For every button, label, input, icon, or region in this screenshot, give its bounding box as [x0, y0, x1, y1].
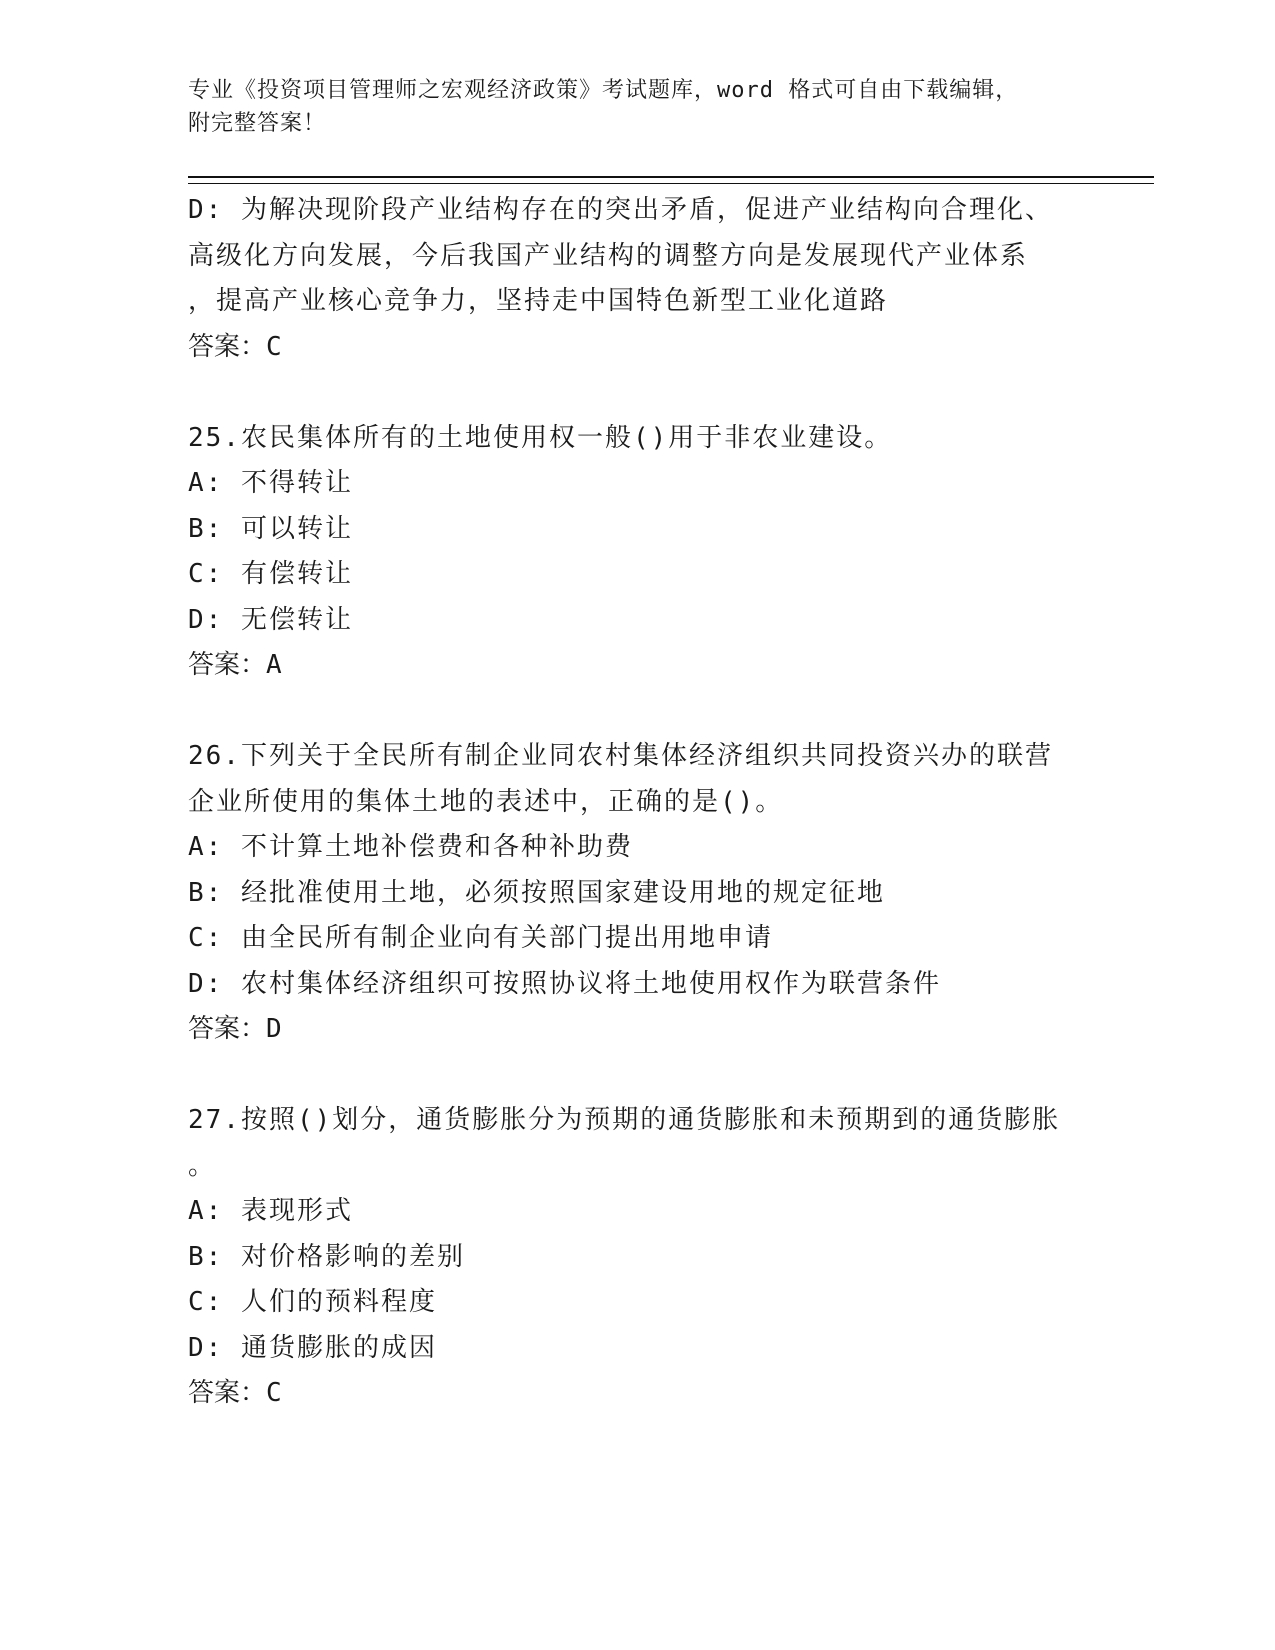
spacer — [188, 689, 1108, 735]
option-d: D: 通货膨胀的成因 — [188, 1332, 437, 1363]
question-stem: 25.农民集体所有的土地使用权一般()用于非农业建设。 — [188, 422, 893, 453]
spacer — [188, 1053, 1108, 1099]
question-content — [188, 188, 1108, 1417]
question-stem: 26.下列关于全民所有制企业同农村集体经济组织共同投资兴办的联营 — [188, 741, 1053, 771]
header-rule-thick — [188, 176, 1154, 178]
document-header — [188, 74, 1088, 140]
option-b: B: 可以转让 — [188, 513, 353, 544]
question-26 — [188, 734, 1108, 1053]
question-25 — [188, 416, 1108, 689]
answer-line: 答案：C — [188, 331, 282, 362]
question-stem: 27.按照()划分，通货膨胀分为预期的通货膨胀和未预期到的通货膨胀 — [188, 1105, 1061, 1135]
option-c: C: 有偿转让 — [188, 559, 353, 589]
option-b: B: 经批准使用土地，必须按照国家建设用地的规定征地 — [188, 877, 885, 908]
option-d: D: 农村集体经济组织可按照协议将土地使用权作为联营条件 — [188, 968, 941, 999]
option-a: A: 不得转让 — [188, 468, 353, 498]
option-b: B: 对价格影响的差别 — [188, 1241, 465, 1272]
question-27 — [188, 1098, 1108, 1417]
option-c: C: 人们的预料程度 — [188, 1287, 437, 1317]
answer-line: 答案：C — [188, 1378, 282, 1408]
answer-line: 答案：A — [188, 650, 282, 680]
option-d-line-2: 高级化方向发展，今后我国产业结构的调整方向是发展现代产业体系 — [188, 240, 1029, 271]
header-line-1: 专业《投资项目管理师之宏观经济政策》考试题库，word 格式可自由下载编辑， — [188, 78, 1019, 103]
header-rule-thin — [188, 183, 1154, 184]
question-stem: 。 — [188, 1150, 217, 1181]
question-stem: 企业所使用的集体土地的表述中，正确的是()。 — [188, 786, 784, 817]
option-a: A: 不计算土地补偿费和各种补助费 — [188, 832, 633, 862]
option-c: C: 由全民所有制企业向有关部门提出用地申请 — [188, 923, 773, 953]
option-d: D: 无偿转让 — [188, 604, 353, 635]
prev-question-block — [188, 188, 1108, 370]
option-d-line-1: D: 为解决现阶段产业结构存在的突出矛盾，促进产业结构向合理化、 — [188, 195, 1053, 225]
option-a: A: 表现形式 — [188, 1196, 353, 1226]
spacer — [188, 370, 1108, 416]
answer-line: 答案：D — [188, 1014, 282, 1044]
header-line-2: 附完整答案！ — [188, 111, 327, 136]
option-d-line-3: ，提高产业核心竞争力，坚持走中国特色新型工业化道路 — [188, 286, 889, 316]
